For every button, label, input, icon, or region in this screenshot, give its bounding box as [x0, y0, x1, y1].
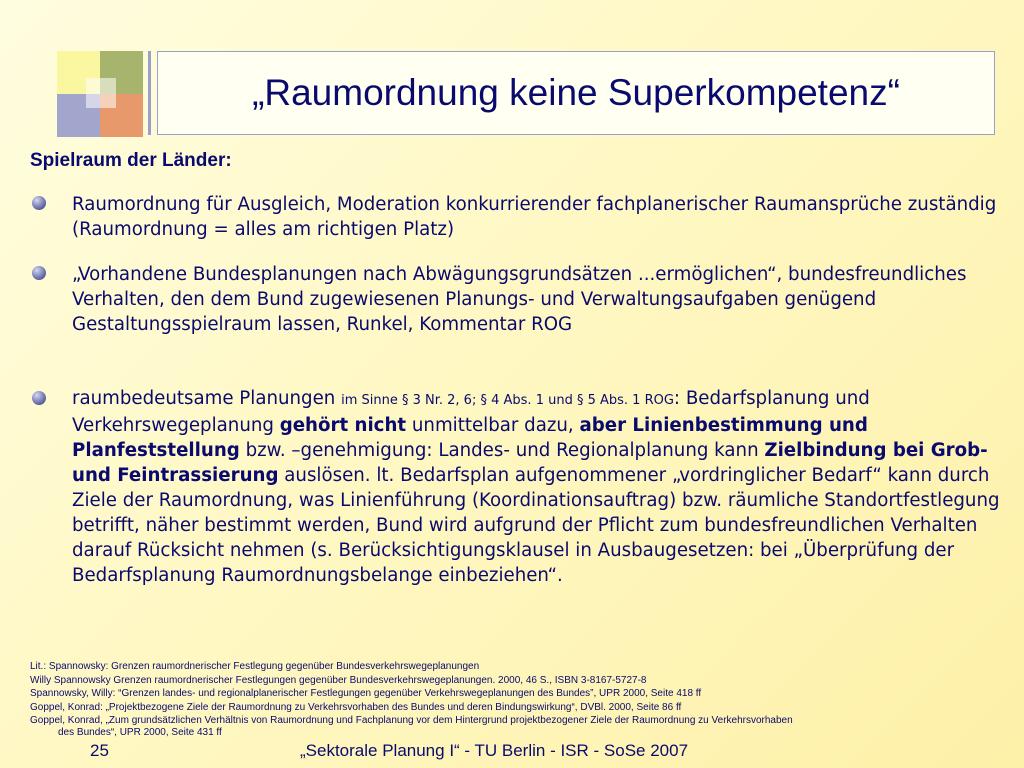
bullet-text-2: „Vorhandene Bundesplanungen nach Abwägungsgrundsätzen ...ermöglichen“, bundesfreundliches Verhalten, den dem Bund zugewiesenen Planungs- und Verwaltungsaufgaben genügend Gestaltungsspielraum lassen, Runkel, Kommentar ROG: [72, 264, 967, 335]
logo-divider: [148, 51, 151, 135]
logo-square-center: [86, 78, 116, 108]
literature-item: Lit.: Spannowsky: Grenzen raumordnerischer Festlegung gegenüber Bundesverkehrswegeplanungen: [30, 661, 480, 672]
bullet-icon: [32, 196, 46, 210]
bullet-text-1: Raumordnung für Ausgleich, Moderation konkurrierender fachplanerischer Raumansprüche zuständig (Raumordnung = alles am richtigen Platz): [72, 194, 997, 240]
slide-title-box: [157, 51, 995, 135]
bullet-icon: [32, 266, 46, 280]
bullet-3-part: auslösen. lt. Bedarfsplan aufgenommener „vordringlicher Bedarf“ kann durch Ziele der Raumordnung, was Linienführung (Koordinationsauftrag) bzw. räumliche Standortfestlegung betrifft, näher bestimmt werden, Bund wird aufgrund der Pflicht zum bundesfreundlichen Verhalten darauf Rücksicht nehmen (s. Berücksichtigungsklausel in Ausbaugesetzen: bei „Überprüfung der Bedarfsplanung Raumordnungsbelange einbeziehen“.: [72, 465, 1000, 586]
bullet-3-emphasis: aber Linienbestimmung und Planfeststellung: [72, 415, 868, 461]
bullet-3-part: raumbedeutsame Planungen: [72, 388, 342, 409]
literature-item: Goppel, Konrad, „Zum grundsätzlichen Verhältnis von Raumordnung und Fachplanung vor dem Hintergrund projektbezogener Ziele der Raumordnung zu Verkehrsvorhaben: [30, 715, 793, 726]
bullet-3-part: bzw. –genehmigung: Landes- und Regionalplanung kann: [239, 440, 765, 461]
bullet-3-emphasis: Zielbindung bei Grob- und Feintrassierung: [72, 440, 988, 486]
bullet-icon: [32, 391, 46, 405]
slide-title: „Raumordnung keine Superkompetenz“: [252, 72, 900, 113]
bullet-3-part: unmittelbar dazu,: [406, 415, 580, 436]
literature-item: Goppel, Konrad: „Projektbezogene Ziele der Raumordnung zu Verkehrsvorhaben des Bundes und deren Bindungswirkung“, DVBl. 2000, Seite 86 ff: [30, 701, 682, 713]
footer-text: „Sektorale Planung I“ - TU Berlin - ISR - SoSe 2007: [300, 741, 689, 760]
literature-item: Willy Spannowsky Grenzen raumordnerischer Festlegungen gegenüber Bundesverkehrswegeplanungen. 2000, 46 S., ISBN 3-8167-5727-8: [30, 674, 647, 686]
literature-list: [30, 660, 1010, 738]
bullet-3-legal-ref: im Sinne § 3 Nr. 2, 6; § 4 Abs. 1 und § 5 Abs. 1 ROG: [341, 393, 674, 408]
bullet-3-part: : Bedarfsplanung und Verkehrswegeplanung: [72, 388, 870, 436]
slide-number: 25: [90, 741, 109, 760]
literature-item: des Bundes“, UPR 2000, Seite 431 ff: [58, 726, 222, 738]
bullet-text-3: [72, 386, 1017, 588]
section-heading: Spielraum der Länder:: [30, 150, 232, 171]
bullet-3-emphasis: gehört nicht: [279, 415, 407, 436]
literature-item: Spannowsky, Willy: “Grenzen landes- und regionalplanerischer Festlegungen gegenüber Verkehrswegeplanungen des Bundes”, UPR 2000, Seite 418 ff: [30, 688, 702, 699]
logo-squares: [57, 51, 143, 137]
